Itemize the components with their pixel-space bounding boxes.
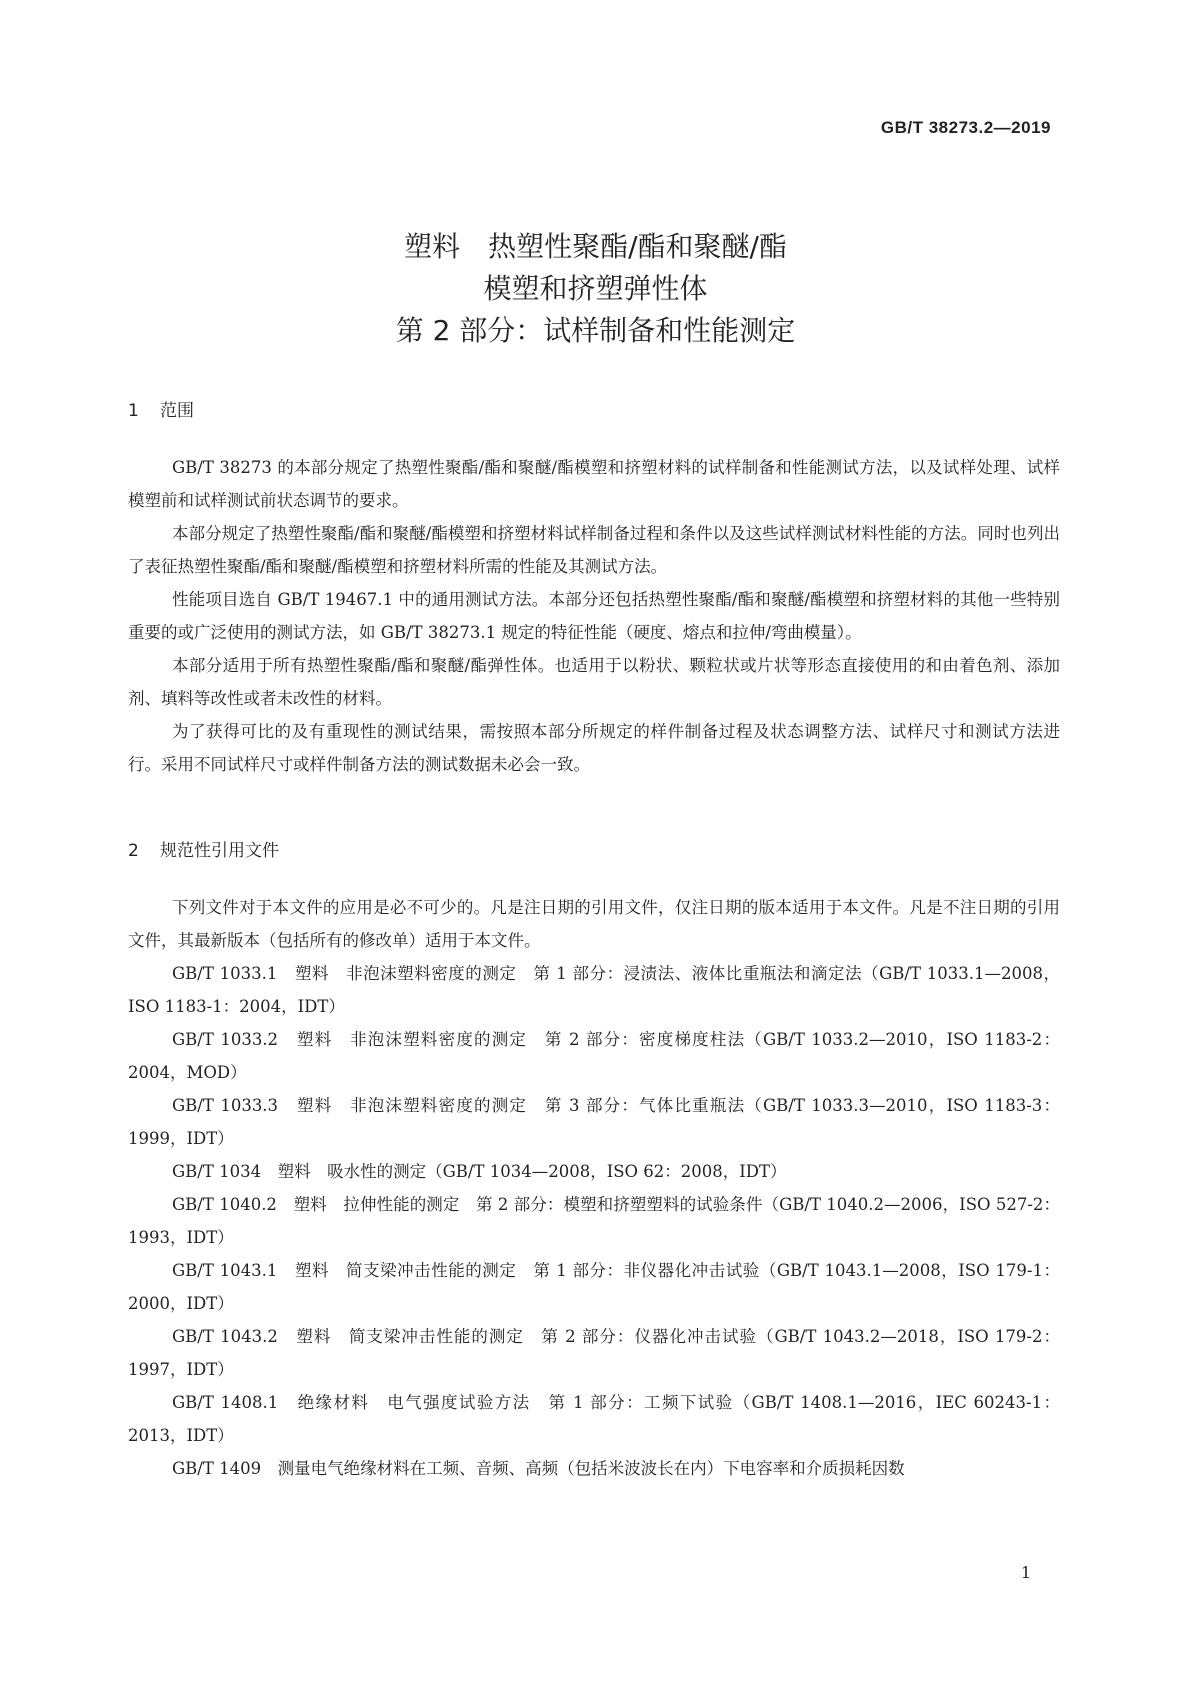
reference-equiv: （GB/T 1033.1—2008，ISO 1183-1：2004，IDT）: [128, 964, 1061, 1016]
section-1-number: 1: [128, 401, 139, 421]
reference-code: GB/T 1043.1: [172, 1261, 278, 1280]
section-1-heading: [128, 396, 194, 421]
reference-equiv: （GB/T 1408.1—2016，IEC 60243-1：2013，IDT）: [128, 1393, 1060, 1445]
reference-code: GB/T 1034: [172, 1162, 262, 1181]
reference-item: [128, 1023, 1060, 1089]
reference-name: 塑料 简支梁冲击性能的测定 第 1 部分：非仪器化冲击试验: [294, 1261, 760, 1280]
intro-paragraph: 下列文件对于本文件的应用是必不可少的。凡是注日期的引用文件，仅注日期的版本适用于本文件。凡是不注日期的引用文件，其最新版本（包括所有的修改单）适用于本文件。: [128, 898, 1060, 950]
reference-item: [128, 1155, 1060, 1188]
reference-code: GB/T 1033.1: [172, 964, 278, 983]
reference-code: GB/T 1033.2: [172, 1030, 279, 1049]
section-2-number: 2: [128, 841, 139, 861]
reference-code: GB/T 1033.3: [172, 1096, 279, 1115]
title-line-2: 模塑和挤塑弹性体: [483, 272, 708, 305]
reference-equiv: （GB/T 1040.2—2006，ISO 527-2：1993，IDT）: [128, 1195, 1060, 1247]
paragraph: 性能项目选自 GB/T 19467.1 中的通用测试方法。本部分还包括热塑性聚酯/酯和聚醚/酯模塑和挤塑材料的其他一些特别重要的或广泛使用的测试方法，如 GB/T 38273.1 规定的特征性能（硬度、熔点和拉伸/弯曲模量）。: [128, 590, 1060, 642]
reference-item: [128, 1320, 1060, 1386]
reference-equiv: （GB/T 1043.2—2018，ISO 179-2：1997，IDT）: [128, 1327, 1060, 1379]
reference-code: GB/T 1040.2: [172, 1195, 277, 1214]
document-title: [0, 226, 1191, 352]
reference-name: 塑料 非泡沫塑料密度的测定 第 1 部分：浸渍法、液体比重瓶法和滴定法: [294, 964, 863, 983]
section-1-body: [128, 451, 1060, 781]
reference-code: GB/T 1409: [172, 1459, 262, 1478]
paragraph: 本部分适用于所有热塑性聚酯/酯和聚醚/酯弹性体。也适用于以粉状、颗粒状或片状等形态直接使用的和由着色剂、添加剂、填料等改性或者未改性的材料。: [128, 656, 1060, 708]
standard-code: GB/T 38273.2—2019: [880, 118, 1051, 137]
reference-name: 塑料 非泡沫塑料密度的测定 第 3 部分：气体比重瓶法: [296, 1096, 746, 1115]
title-line-3: 第 2 部分：试样制备和性能测定: [395, 314, 796, 347]
reference-equiv: （GB/T 1033.2—2010，ISO 1183-2：2004，MOD）: [128, 1030, 1061, 1082]
reference-name: 测量电气绝缘材料在工频、音频、高频（包括米波波长在内）下电容率和介质损耗因数: [277, 1459, 905, 1478]
reference-item: [128, 1254, 1060, 1320]
reference-name: 塑料 简支梁冲击性能的测定 第 2 部分：仪器化冲击试验: [296, 1327, 757, 1346]
paragraph: 为了获得可比的及有重现性的测试结果，需按照本部分所规定的样件制备过程及状态调整方法、试样尺寸和测试方法进行。采用不同试样尺寸或样件制备方法的测试数据未必会一致。: [128, 722, 1060, 774]
section-2-heading: [128, 836, 279, 861]
reference-equiv: （GB/T 1034—2008，ISO 62：2008，IDT）: [426, 1162, 787, 1181]
reference-item: [128, 1452, 1060, 1485]
paragraph: GB/T 38273 的本部分规定了热塑性聚酯/酯和聚醚/酯模塑和挤塑材料的试样制备和性能测试方法，以及试样处理、试样模塑前和试样测试前状态调节的要求。: [128, 458, 1060, 510]
reference-name: 绝缘材料 电气强度试验方法 第 1 部分：工频下试验: [297, 1393, 734, 1412]
reference-equiv: （GB/T 1043.1—2008，ISO 179-1：2000，IDT）: [128, 1261, 1060, 1313]
reference-item: [128, 1386, 1060, 1452]
reference-code: GB/T 1043.2: [172, 1327, 278, 1346]
reference-item: [128, 957, 1060, 1023]
reference-item: [128, 1089, 1060, 1155]
section-2-body: [128, 891, 1060, 1485]
reference-code: GB/T 1408.1: [172, 1393, 279, 1412]
reference-name: 塑料 非泡沫塑料密度的测定 第 2 部分：密度梯度柱法: [296, 1030, 746, 1049]
reference-equiv: （GB/T 1033.3—2010，ISO 1183-3：1999，IDT）: [128, 1096, 1061, 1148]
section-2-title: 规范性引用文件: [160, 841, 279, 861]
title-line-1: 塑料 热塑性聚酯/酯和聚醚/酯: [404, 230, 787, 263]
reference-item: [128, 1188, 1060, 1254]
reference-name: 塑料 吸水性的测定: [277, 1162, 427, 1181]
paragraph: 本部分规定了热塑性聚酯/酯和聚醚/酯模塑和挤塑材料试样制备过程和条件以及这些试样测试材料性能的方法。同时也列出了表征热塑性聚酯/酯和聚醚/酯模塑和挤塑材料所需的性能及其测试方法。: [128, 524, 1060, 576]
reference-name: 塑料 拉伸性能的测定 第 2 部分：模塑和挤塑塑料的试验条件: [293, 1195, 763, 1214]
section-1-title: 范围: [160, 401, 194, 421]
page-number: 1: [1020, 1563, 1031, 1582]
